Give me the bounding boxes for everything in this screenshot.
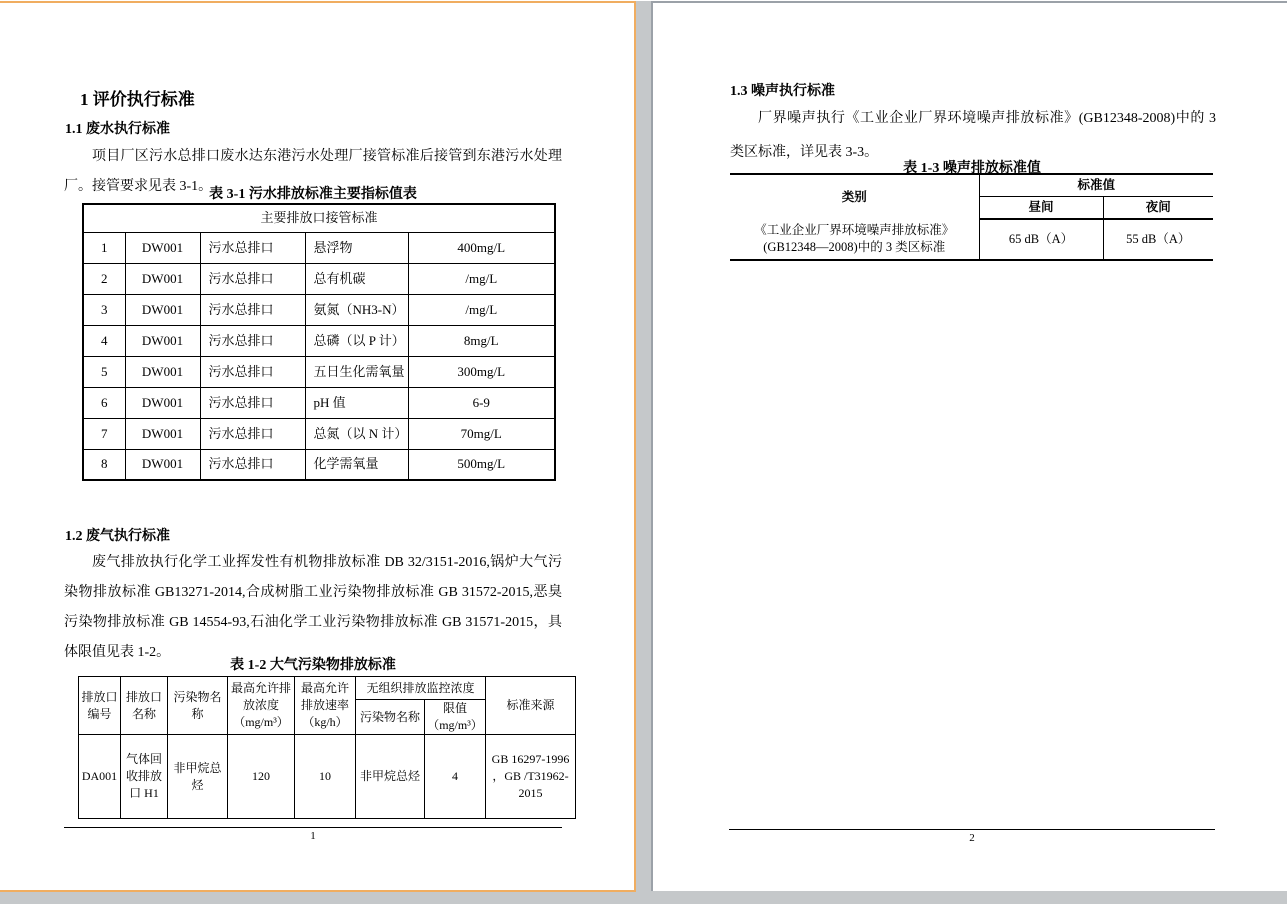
table-cell: 非甲烷总烃 xyxy=(168,735,228,819)
table-cell: 污水总排口 xyxy=(200,325,305,356)
table-cell: 排放口编号 xyxy=(79,677,121,735)
table-row xyxy=(79,677,576,700)
table-cell: DW001 xyxy=(125,356,200,387)
table-cell: 4 xyxy=(425,735,486,819)
table-cell: 55 dB（A） xyxy=(1126,232,1191,246)
section-1-2-title: 1.2 废气执行标准 xyxy=(65,529,170,544)
table-cell: DW001 xyxy=(125,232,200,263)
section-1-3-title: 1.3 噪声执行标准 xyxy=(730,84,835,99)
table-cell: 污水总排口 xyxy=(200,449,305,480)
table-cell: DW001 xyxy=(125,325,200,356)
table-cell: 五日生化需氧量 xyxy=(305,356,408,387)
table-row xyxy=(79,735,576,819)
document-page-2[interactable] xyxy=(651,1,1287,891)
table-cell: 4 xyxy=(83,325,125,356)
table-cell: 限值（mg/m³） xyxy=(425,700,486,735)
doc-heading: 1 评价执行标准 xyxy=(80,90,195,109)
table-cell: 8 xyxy=(83,449,125,480)
table-cell: 5 xyxy=(83,356,125,387)
table-cell: 污染物名称 xyxy=(356,700,425,735)
table-1-2 xyxy=(78,676,576,819)
table-cell: 氨氮（NH3-N） xyxy=(305,294,408,325)
table-row xyxy=(83,449,555,480)
table-cell: 65 dB（A） xyxy=(979,219,1103,260)
table-cell: DW001 xyxy=(125,449,200,480)
table-cell: 排放口名称 xyxy=(121,677,168,735)
table-row xyxy=(83,356,555,387)
table-cell: 污水总排口 xyxy=(200,356,305,387)
table-cell: GB 16297-1996 ，GB /T31962-2015 xyxy=(486,735,576,819)
table-cell: 昼间 xyxy=(979,196,1103,219)
table-cell: 2 xyxy=(83,263,125,294)
section-1-2-paragraph: 废气排放执行化学工业挥发性有机物排放标准 DB 32/3151-2016,锅炉大气污染物排放标准 GB13271-2014,合成树脂工业污染物排放标准 GB 31572-2015,恶臭污染物排放标准 GB 14554-93,石油化学工业污染物排放标准 GB 31571-2015，具体限值见表 1-2。 xyxy=(64,555,562,660)
document-page-1[interactable] xyxy=(0,1,636,892)
table-cell: 污水总排口 xyxy=(200,387,305,418)
table-cell xyxy=(730,219,979,260)
table-cell: 70mg/L xyxy=(408,418,555,449)
table-3-1 xyxy=(82,203,556,481)
footer-rule xyxy=(64,827,562,828)
table-cell: 主要排放口接管标准 xyxy=(83,204,555,232)
table-cell: /mg/L xyxy=(408,294,555,325)
table-cell: DA001 xyxy=(79,735,121,819)
table-cell: 标准值 xyxy=(979,174,1213,196)
table-cell: 300mg/L xyxy=(408,356,555,387)
page-number-2: 2 xyxy=(969,832,975,844)
table-cell: 无组织排放监控浓度 xyxy=(356,677,486,700)
table-1-3-title: 表 1-3 噪声排放标准值 xyxy=(903,161,1041,176)
table-1-3 xyxy=(730,173,1213,261)
table-cell: 8mg/L xyxy=(408,325,555,356)
page-number-1: 1 xyxy=(310,830,316,842)
table-row xyxy=(730,219,1213,260)
table-cell: 10 xyxy=(295,735,356,819)
table-row xyxy=(730,174,1213,196)
table-cell: DW001 xyxy=(125,387,200,418)
table-cell: 最高允许排放浓度（mg/m³） xyxy=(228,677,295,735)
table-cell: 最高允许排放速率（kg/h） xyxy=(295,677,356,735)
table-cell: 1 xyxy=(83,232,125,263)
table-cell: 标准来源 xyxy=(486,677,576,735)
table-cell: 总有机碳 xyxy=(305,263,408,294)
footer-rule xyxy=(729,829,1215,830)
table-cell: 化学需氧量 xyxy=(305,449,408,480)
table-row xyxy=(83,325,555,356)
table-row xyxy=(83,263,555,294)
noise-standard-class: (GB12348—2008)中的 3 类区标准 xyxy=(763,240,946,254)
table-row xyxy=(83,418,555,449)
table-cell: /mg/L xyxy=(408,263,555,294)
table-cell: 6 xyxy=(83,387,125,418)
table-cell: 400mg/L xyxy=(408,232,555,263)
table-cell: 气体回收排放口 H1 xyxy=(121,735,168,819)
table-cell: 总磷（以 P 计） xyxy=(305,325,408,356)
table-cell: pH 值 xyxy=(305,387,408,418)
table-row xyxy=(83,294,555,325)
table-1-2-title: 表 1-2 大气污染物排放标准 xyxy=(230,658,396,673)
table-cell: 污水总排口 xyxy=(200,232,305,263)
section-1-3-paragraph: 厂界噪声执行《工业企业厂界环境噪声排放标准》(GB12348-2008)中的 3 类区标准，详见表 3-3。 xyxy=(730,111,1216,160)
noise-standard-name: 《工业企业厂界环境噪声排放标准》 xyxy=(754,223,955,237)
table-row xyxy=(83,232,555,263)
section-1-1-paragraph: 项目厂区污水总排口废水达东港污水处理厂接管标准后接管到东港污水处理厂。接管要求见表 3-1。 xyxy=(64,149,562,194)
table-cell: 污水总排口 xyxy=(200,263,305,294)
table-cell: 悬浮物 xyxy=(305,232,408,263)
table-cell: 3 xyxy=(83,294,125,325)
table-cell: DW001 xyxy=(125,263,200,294)
table-cell: 500mg/L xyxy=(408,449,555,480)
table-cell: 污染物名称 xyxy=(168,677,228,735)
table-cell: 污水总排口 xyxy=(200,294,305,325)
table-cell: DW001 xyxy=(125,418,200,449)
table-3-1-title: 表 3-1 污水排放标准主要指标值表 xyxy=(209,187,417,202)
table-cell: 7 xyxy=(83,418,125,449)
table-cell: 污水总排口 xyxy=(200,418,305,449)
table-cell: DW001 xyxy=(125,294,200,325)
table-cell: 类别 xyxy=(730,174,979,219)
section-1-1-title: 1.1 废水执行标准 xyxy=(65,122,170,137)
table-cell: 非甲烷总烃 xyxy=(356,735,425,819)
table-cell: 120 xyxy=(228,735,295,819)
table-cell: 总氮（以 N 计） xyxy=(305,418,408,449)
table-cell: 夜间 xyxy=(1103,196,1213,219)
table-cell: 6-9 xyxy=(408,387,555,418)
table-row xyxy=(83,387,555,418)
